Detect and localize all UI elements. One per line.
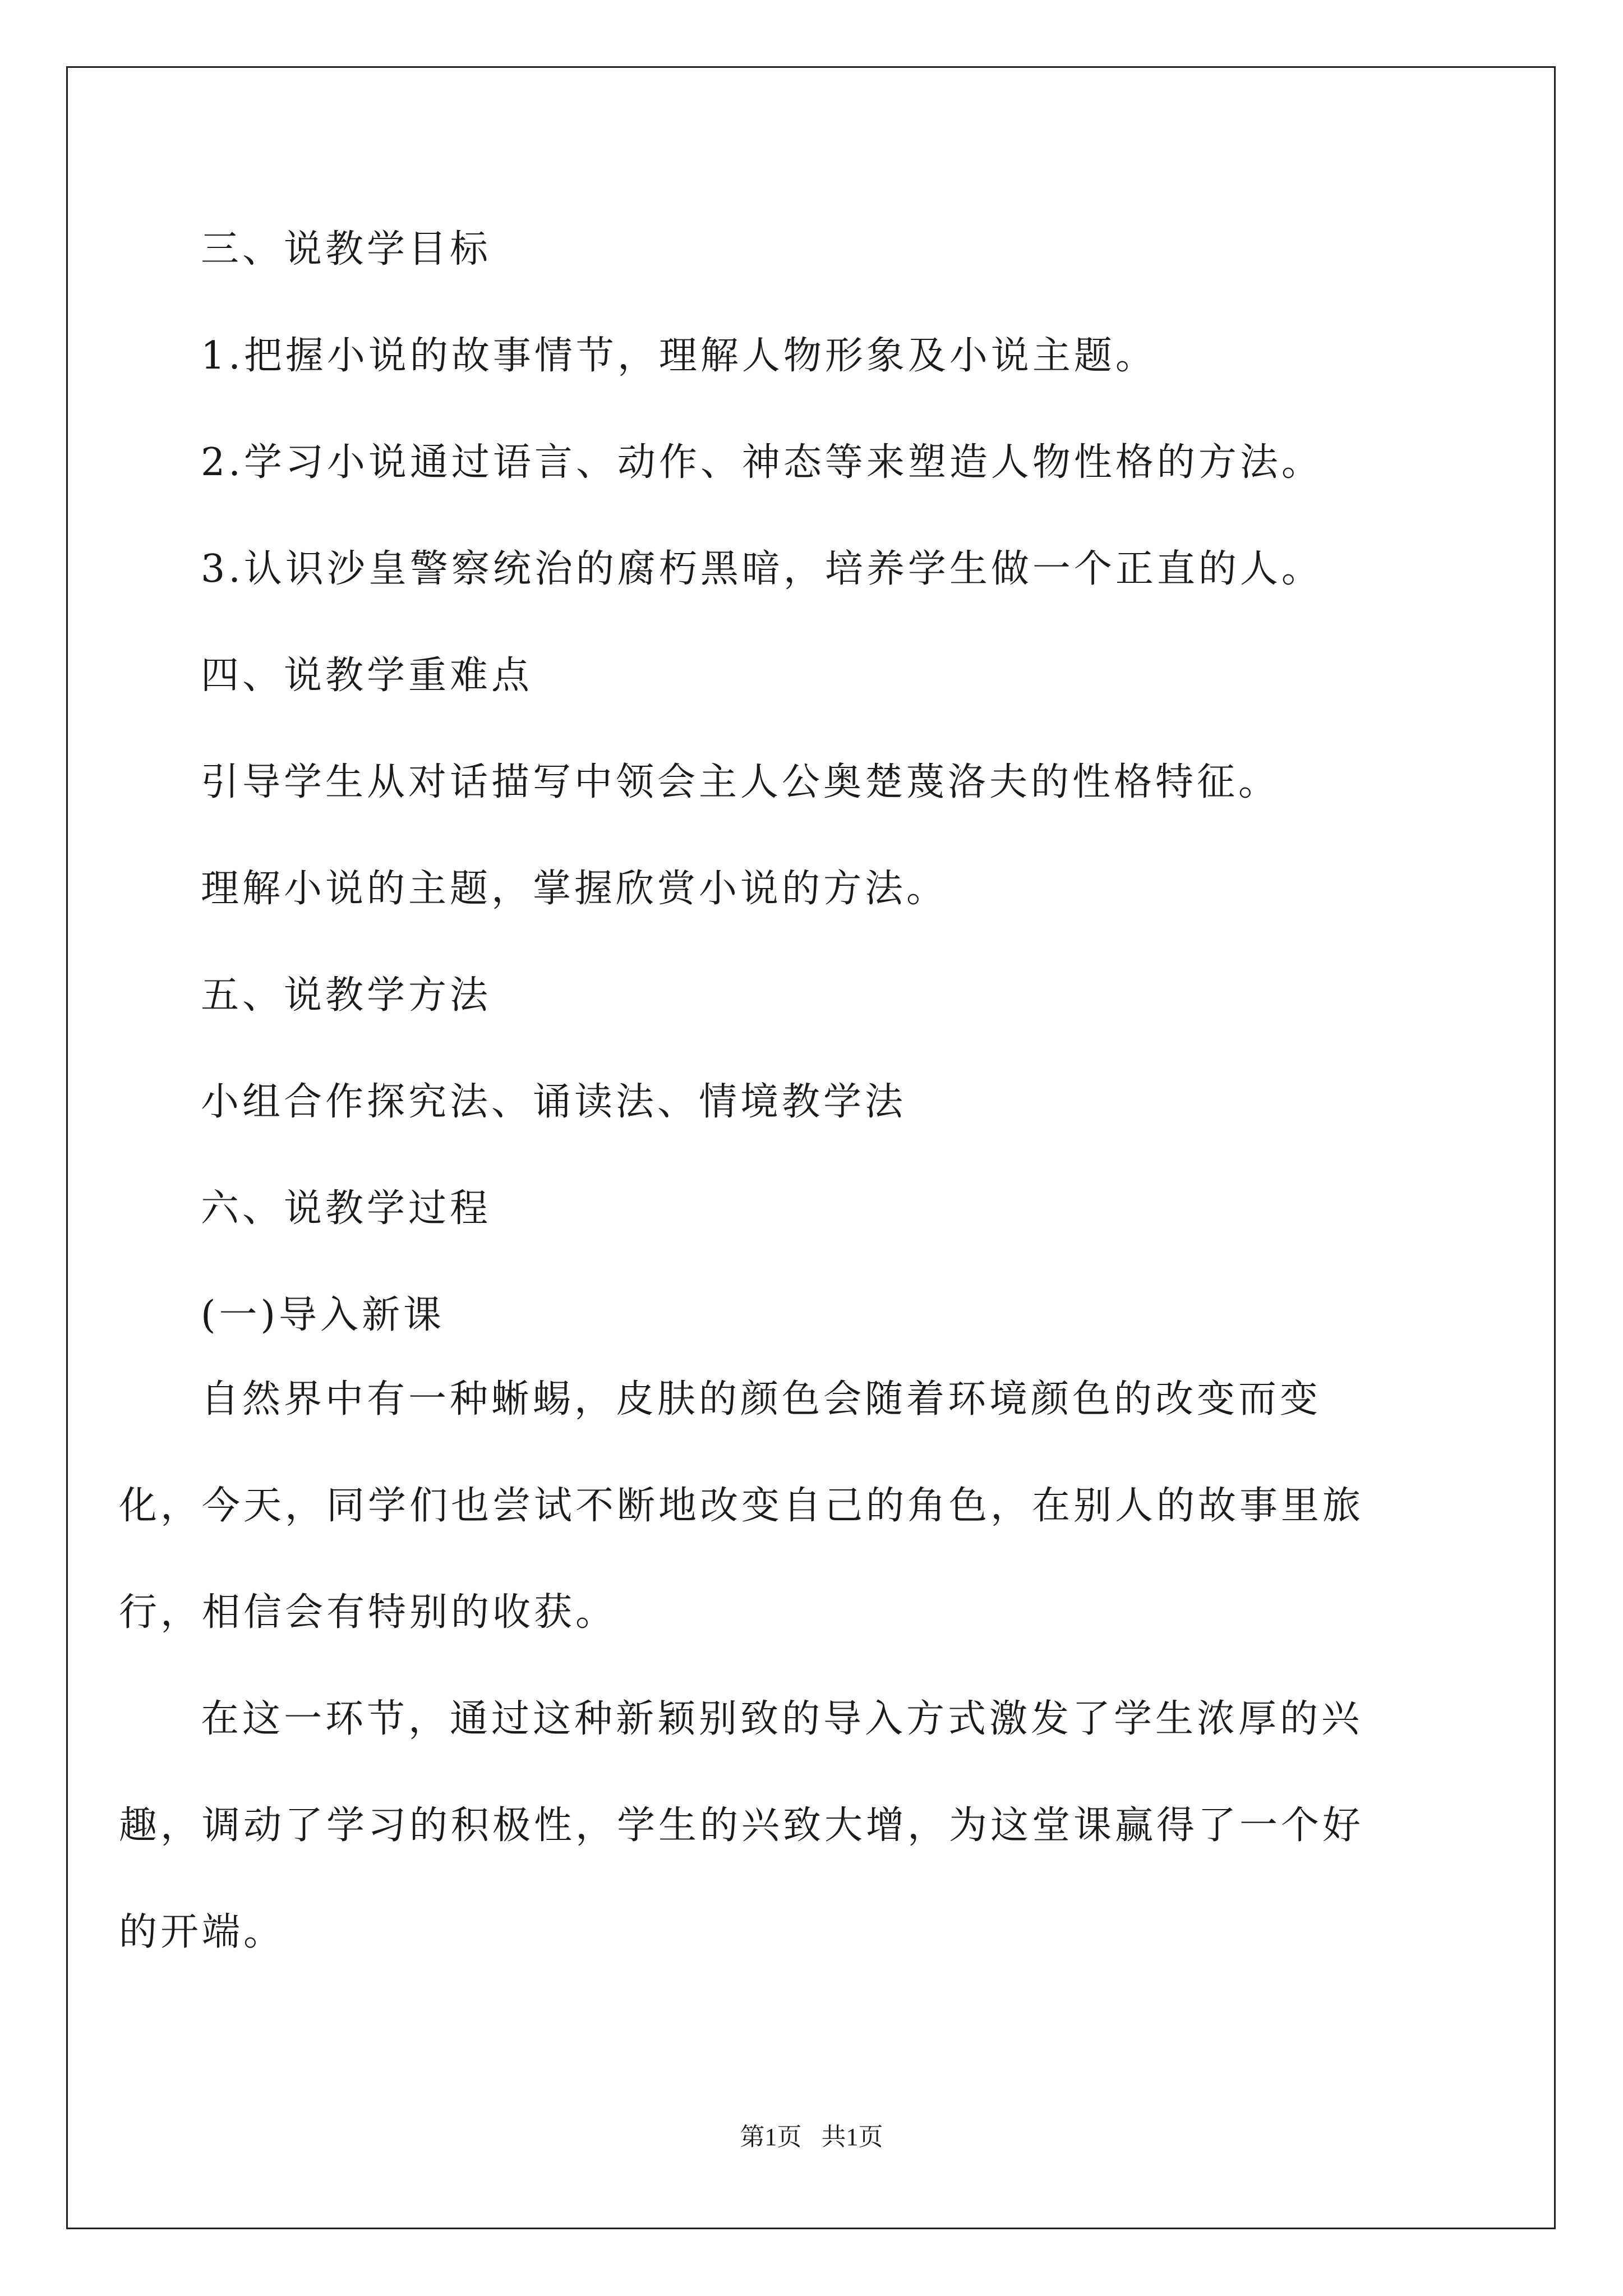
key-point-2: 理解小说的主题，掌握欣赏小说的方法。 [201, 867, 948, 911]
paragraph-introduction-text: 自然界中有一种蜥蜴，皮肤的颜色会随着环境颜色的改变而变化，今天，同学们也尝试不断地改变自己的角色，在别人的故事里旅行，相信会有特别的收获。 [119, 1377, 1364, 1635]
key-point-1: 引导学生从对话描写中领会主人公奥楚蔑洛夫的性格特征。 [201, 760, 1280, 804]
paragraph-reflection [119, 1666, 1375, 1986]
page-total: 共1页 [821, 2123, 883, 2151]
goal-item-3: 3.认识沙皇警察统治的腐朽黑暗，培养学生做一个正直的人。 [201, 547, 1323, 591]
paragraph-reflection-text: 在这一环节，通过这种新颖别致的导入方式激发了学生浓厚的兴趣，调动了学习的积极性，学生的兴致大增，为这堂课赢得了一个好的开端。 [119, 1697, 1364, 1954]
heading-teaching-methods: 五、说教学方法 [201, 973, 492, 1018]
subheading-introduction: (一)导入新课 [201, 1293, 445, 1337]
heading-key-points: 四、说教学重难点 [201, 654, 533, 698]
goal-item-1: 1.把握小说的故事情节，理解人物形象及小说主题。 [201, 334, 1157, 378]
paragraph-introduction [119, 1346, 1375, 1666]
goal-item-2: 2.学习小说通过语言、动作、神态等来塑造人物性格的方法。 [201, 440, 1323, 485]
page-number: 第1页 [740, 2123, 802, 2151]
heading-teaching-process: 六、说教学过程 [201, 1186, 492, 1231]
page-footer [0, 2123, 1623, 2151]
heading-teaching-goals: 三、说教学目标 [201, 227, 492, 272]
teaching-methods-text: 小组合作探究法、诵读法、情境教学法 [201, 1080, 907, 1124]
